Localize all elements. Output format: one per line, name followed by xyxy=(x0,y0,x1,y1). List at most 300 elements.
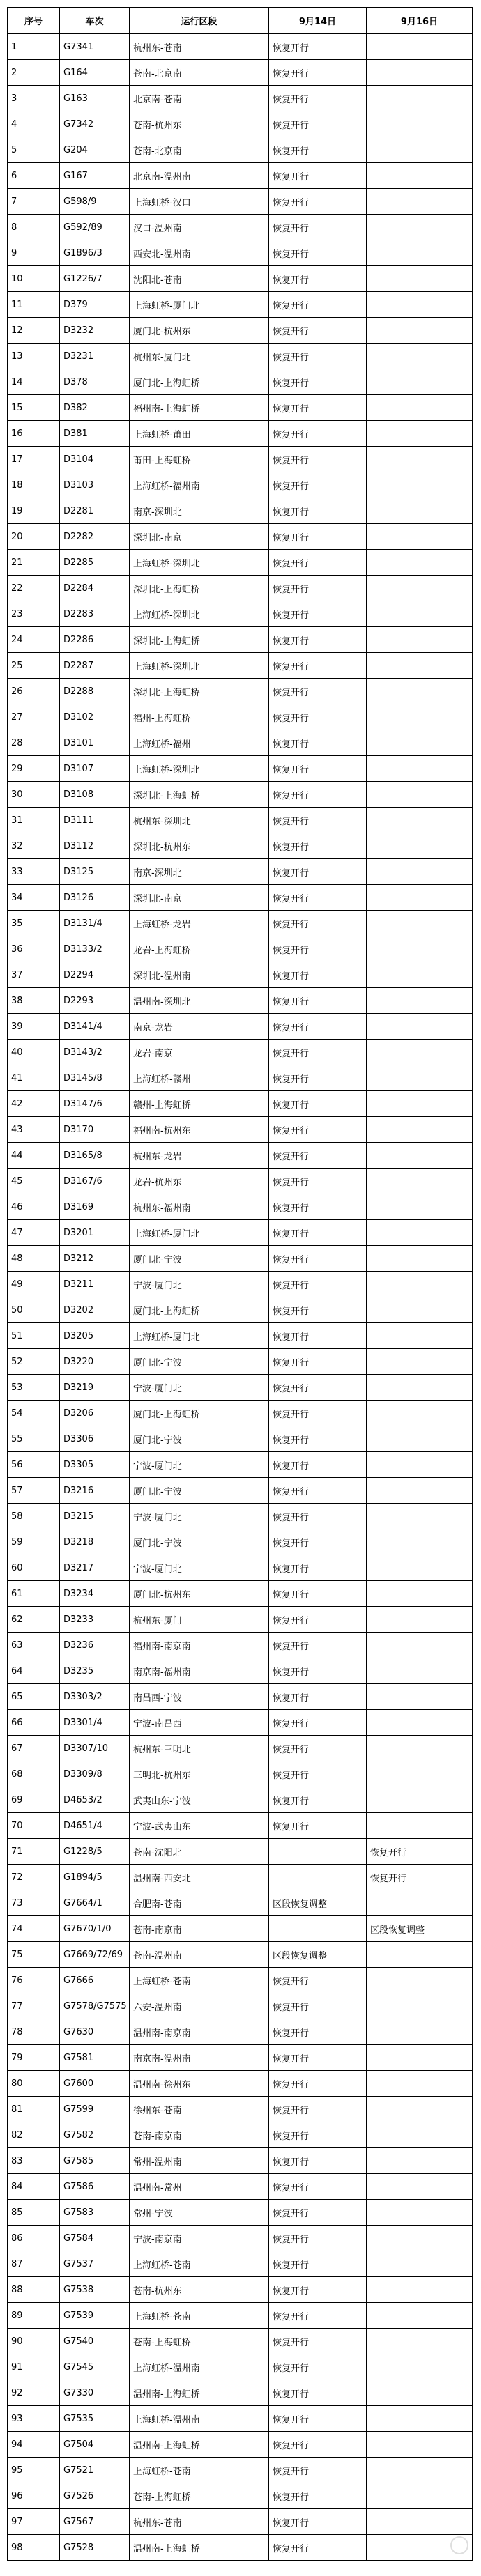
row-number-cell: 60 xyxy=(8,1555,60,1581)
row-number-cell: 50 xyxy=(8,1297,60,1323)
status-sep16-cell: 恢复开行 xyxy=(367,1865,473,1890)
row-number-cell: 75 xyxy=(8,1942,60,1968)
status-sep16-cell xyxy=(367,1736,473,1761)
status-sep16-cell xyxy=(367,1710,473,1736)
train-number-cell: D2283 xyxy=(60,601,130,627)
train-number-cell: D381 xyxy=(60,421,130,447)
route-section-cell: 宁波-厦门北 xyxy=(130,1504,269,1529)
train-number-cell: G7600 xyxy=(60,2071,130,2097)
status-sep14-cell: 恢复开行 xyxy=(269,472,367,498)
status-sep16-cell xyxy=(367,1633,473,1658)
table-row xyxy=(8,1349,473,1375)
route-section-cell: 宁波-厦门北 xyxy=(130,1452,269,1478)
status-sep14-cell: 恢复开行 xyxy=(269,859,367,885)
status-sep14-cell: 恢复开行 xyxy=(269,1143,367,1169)
row-number-cell: 71 xyxy=(8,1839,60,1865)
train-number-cell: D3165/8 xyxy=(60,1143,130,1169)
train-number-cell: D2281 xyxy=(60,498,130,524)
route-section-cell: 福州南-上海虹桥 xyxy=(130,395,269,421)
status-sep16-cell xyxy=(367,86,473,111)
route-section-cell: 南京-深圳北 xyxy=(130,859,269,885)
table-row xyxy=(8,1220,473,1246)
route-section-cell: 杭州东-苍南 xyxy=(130,34,269,60)
route-section-cell: 苍南-南京南 xyxy=(130,2122,269,2148)
status-sep16-cell xyxy=(367,1143,473,1169)
route-section-cell: 深圳北-上海虹桥 xyxy=(130,679,269,704)
status-sep14-cell: 恢复开行 xyxy=(269,86,367,111)
route-section-cell: 六安-温州南 xyxy=(130,1993,269,2019)
row-number-cell: 15 xyxy=(8,395,60,421)
status-sep14-cell: 恢复开行 xyxy=(269,2251,367,2277)
train-number-cell: D3101 xyxy=(60,730,130,756)
table-row xyxy=(8,2303,473,2329)
train-number-cell: G1896/3 xyxy=(60,240,130,266)
status-sep16-cell xyxy=(367,936,473,962)
row-number-cell: 44 xyxy=(8,1143,60,1169)
status-sep16-cell: 恢复开行 xyxy=(367,1839,473,1865)
train-number-cell: G7537 xyxy=(60,2251,130,2277)
row-number-cell: 10 xyxy=(8,266,60,292)
table-row xyxy=(8,2509,473,2535)
table-row xyxy=(8,2226,473,2251)
status-sep16-cell xyxy=(367,1555,473,1581)
table-row xyxy=(8,601,473,627)
row-number-cell: 24 xyxy=(8,627,60,653)
table-row xyxy=(8,1297,473,1323)
status-sep14-cell: 区段恢复调整 xyxy=(269,1890,367,1916)
row-number-cell: 35 xyxy=(8,911,60,936)
row-number-cell: 82 xyxy=(8,2122,60,2148)
table-row xyxy=(8,524,473,550)
header-row xyxy=(8,8,473,34)
row-number-cell: 79 xyxy=(8,2045,60,2071)
status-sep16-cell xyxy=(367,2045,473,2071)
row-number-cell: 91 xyxy=(8,2354,60,2380)
status-sep14-cell: 恢复开行 xyxy=(269,2226,367,2251)
status-sep14-cell: 恢复开行 xyxy=(269,1375,367,1401)
table-row xyxy=(8,1890,473,1916)
route-section-cell: 苍南-沈阳北 xyxy=(130,1839,269,1865)
status-sep16-cell xyxy=(367,1890,473,1916)
row-number-cell: 9 xyxy=(8,240,60,266)
train-number-cell: G7342 xyxy=(60,111,130,137)
status-sep16-cell xyxy=(367,1529,473,1555)
train-number-cell: D378 xyxy=(60,369,130,395)
table-row xyxy=(8,2432,473,2458)
watermark-icon xyxy=(450,2536,468,2554)
status-sep14-cell: 恢复开行 xyxy=(269,1323,367,1349)
row-number-cell: 85 xyxy=(8,2200,60,2226)
train-number-cell: G7581 xyxy=(60,2045,130,2071)
status-sep16-cell xyxy=(367,2303,473,2329)
status-sep16-cell xyxy=(367,1452,473,1478)
status-sep14-cell: 恢复开行 xyxy=(269,395,367,421)
table-row xyxy=(8,2277,473,2303)
status-sep14-cell: 恢复开行 xyxy=(269,163,367,189)
status-sep14-cell: 恢复开行 xyxy=(269,2458,367,2483)
status-sep16-cell xyxy=(367,421,473,447)
route-section-cell: 上海虹桥-汉口 xyxy=(130,189,269,215)
table-row xyxy=(8,344,473,369)
table-row xyxy=(8,1916,473,1942)
route-section-cell: 上海虹桥-莆田 xyxy=(130,421,269,447)
status-sep16-cell xyxy=(367,576,473,601)
route-section-cell: 深圳北-南京 xyxy=(130,524,269,550)
route-section-cell: 龙岩-南京 xyxy=(130,1040,269,1065)
route-section-cell: 温州南-上海虹桥 xyxy=(130,2535,269,2561)
route-section-cell: 上海虹桥-温州南 xyxy=(130,2406,269,2432)
train-number-cell: D3215 xyxy=(60,1504,130,1529)
status-sep16-cell xyxy=(367,2483,473,2509)
status-sep16-cell xyxy=(367,627,473,653)
train-number-cell: G164 xyxy=(60,60,130,86)
route-section-cell: 苍南-杭州东 xyxy=(130,111,269,137)
route-section-cell: 赣州-上海虹桥 xyxy=(130,1091,269,1117)
train-number-cell: D4653/2 xyxy=(60,1787,130,1813)
train-number-cell: D3236 xyxy=(60,1633,130,1658)
status-sep14-cell: 恢复开行 xyxy=(269,756,367,782)
row-number-cell: 55 xyxy=(8,1426,60,1452)
route-section-cell: 上海虹桥-温州南 xyxy=(130,2354,269,2380)
row-number-cell: 20 xyxy=(8,524,60,550)
status-sep14-cell: 恢复开行 xyxy=(269,2277,367,2303)
status-sep16-cell: 区段恢复调整 xyxy=(367,1916,473,1942)
table-row xyxy=(8,1504,473,1529)
route-section-cell: 西安北-温州南 xyxy=(130,240,269,266)
route-section-cell: 深圳北-温州南 xyxy=(130,962,269,988)
route-section-cell: 厦门北-杭州东 xyxy=(130,318,269,344)
row-number-cell: 77 xyxy=(8,1993,60,2019)
route-section-cell: 宁波-南京南 xyxy=(130,2226,269,2251)
table-row xyxy=(8,1169,473,1194)
table-row xyxy=(8,1452,473,1478)
train-number-cell: G7666 xyxy=(60,1968,130,1993)
table-row xyxy=(8,1581,473,1607)
status-sep14-cell: 恢复开行 xyxy=(269,2174,367,2200)
table-row xyxy=(8,1323,473,1349)
row-number-cell: 84 xyxy=(8,2174,60,2200)
table-row xyxy=(8,679,473,704)
table-row xyxy=(8,111,473,137)
route-section-cell: 温州南-深圳北 xyxy=(130,988,269,1014)
train-number-cell: D2282 xyxy=(60,524,130,550)
status-sep16-cell xyxy=(367,1065,473,1091)
table-row xyxy=(8,1787,473,1813)
train-number-cell: D3206 xyxy=(60,1401,130,1426)
row-number-cell: 31 xyxy=(8,808,60,833)
status-sep14-cell: 恢复开行 xyxy=(269,2019,367,2045)
train-number-cell: D2284 xyxy=(60,576,130,601)
train-number-cell: D3133/2 xyxy=(60,936,130,962)
table-row xyxy=(8,2122,473,2148)
status-sep14-cell: 恢复开行 xyxy=(269,962,367,988)
status-sep14-cell: 恢复开行 xyxy=(269,1607,367,1633)
train-number-cell: G7540 xyxy=(60,2329,130,2354)
train-number-cell: D2293 xyxy=(60,988,130,1014)
status-sep16-cell xyxy=(367,756,473,782)
status-sep16-cell xyxy=(367,447,473,472)
row-number-cell: 69 xyxy=(8,1787,60,1813)
status-sep16-cell xyxy=(367,550,473,576)
train-number-cell: G7578/G7575 xyxy=(60,1993,130,2019)
table-row xyxy=(8,1555,473,1581)
status-sep16-cell xyxy=(367,988,473,1014)
status-sep16-cell xyxy=(367,1684,473,1710)
table-row xyxy=(8,833,473,859)
route-section-cell: 武夷山东-宁波 xyxy=(130,1787,269,1813)
status-sep16-cell xyxy=(367,1014,473,1040)
row-number-cell: 5 xyxy=(8,137,60,163)
train-number-cell: D3307/10 xyxy=(60,1736,130,1761)
route-section-cell: 北京南-温州南 xyxy=(130,163,269,189)
row-number-cell: 6 xyxy=(8,163,60,189)
status-sep14-cell xyxy=(269,1839,367,1865)
status-sep14-cell: 恢复开行 xyxy=(269,137,367,163)
route-section-cell: 杭州东-厦门 xyxy=(130,1607,269,1633)
status-sep16-cell xyxy=(367,653,473,679)
column-header-sep16: 9月16日 xyxy=(367,8,473,34)
route-section-cell: 上海虹桥-苍南 xyxy=(130,2251,269,2277)
table-row xyxy=(8,704,473,730)
status-sep16-cell xyxy=(367,1117,473,1143)
route-section-cell: 厦门北-上海虹桥 xyxy=(130,1297,269,1323)
status-sep14-cell: 恢复开行 xyxy=(269,1478,367,1504)
row-number-cell: 64 xyxy=(8,1658,60,1684)
route-section-cell: 常州-宁波 xyxy=(130,2200,269,2226)
train-number-cell: D3231 xyxy=(60,344,130,369)
train-number-cell: G7504 xyxy=(60,2432,130,2458)
status-sep16-cell xyxy=(367,369,473,395)
train-number-cell: D3107 xyxy=(60,756,130,782)
route-section-cell: 杭州东-龙岩 xyxy=(130,1143,269,1169)
table-row xyxy=(8,1658,473,1684)
status-sep14-cell: 恢复开行 xyxy=(269,1529,367,1555)
train-number-cell: G7330 xyxy=(60,2380,130,2406)
status-sep16-cell xyxy=(367,1272,473,1297)
train-number-cell: D3111 xyxy=(60,808,130,833)
train-number-cell: G1226/7 xyxy=(60,266,130,292)
status-sep14-cell xyxy=(269,1916,367,1942)
route-section-cell: 苍南-南京南 xyxy=(130,1916,269,1942)
table-row xyxy=(8,292,473,318)
train-schedule-sheet xyxy=(7,7,472,2561)
route-section-cell: 厦门北-宁波 xyxy=(130,1349,269,1375)
train-number-cell: G7669/72/69 xyxy=(60,1942,130,1968)
row-number-cell: 12 xyxy=(8,318,60,344)
table-row xyxy=(8,653,473,679)
status-sep16-cell xyxy=(367,2174,473,2200)
status-sep14-cell: 恢复开行 xyxy=(269,601,367,627)
train-number-cell: G7526 xyxy=(60,2483,130,2509)
row-number-cell: 52 xyxy=(8,1349,60,1375)
status-sep14-cell: 恢复开行 xyxy=(269,911,367,936)
route-section-cell: 厦门北-宁波 xyxy=(130,1246,269,1272)
status-sep16-cell xyxy=(367,137,473,163)
status-sep16-cell xyxy=(367,2019,473,2045)
train-number-cell: D3112 xyxy=(60,833,130,859)
table-row xyxy=(8,2174,473,2200)
row-number-cell: 81 xyxy=(8,2097,60,2122)
train-number-cell: D3131/4 xyxy=(60,911,130,936)
row-number-cell: 47 xyxy=(8,1220,60,1246)
status-sep14-cell: 恢复开行 xyxy=(269,1581,367,1607)
status-sep14-cell: 恢复开行 xyxy=(269,1736,367,1761)
train-number-cell: G7599 xyxy=(60,2097,130,2122)
status-sep16-cell xyxy=(367,1787,473,1813)
status-sep14-cell: 恢复开行 xyxy=(269,1014,367,1040)
train-number-cell: G1894/5 xyxy=(60,1865,130,1890)
status-sep14-cell: 恢复开行 xyxy=(269,1065,367,1091)
route-section-cell: 沈阳北-苍南 xyxy=(130,266,269,292)
row-number-cell: 45 xyxy=(8,1169,60,1194)
route-section-cell: 上海虹桥-深圳北 xyxy=(130,601,269,627)
route-section-cell: 莆田-上海虹桥 xyxy=(130,447,269,472)
table-row xyxy=(8,2251,473,2277)
status-sep16-cell xyxy=(367,34,473,60)
row-number-cell: 92 xyxy=(8,2380,60,2406)
status-sep14-cell: 恢复开行 xyxy=(269,292,367,318)
row-number-cell: 30 xyxy=(8,782,60,808)
status-sep14-cell: 恢复开行 xyxy=(269,2148,367,2174)
status-sep16-cell xyxy=(367,2380,473,2406)
route-section-cell: 常州-温州南 xyxy=(130,2148,269,2174)
table-row xyxy=(8,86,473,111)
route-section-cell: 温州南-徐州东 xyxy=(130,2071,269,2097)
table-row xyxy=(8,60,473,86)
table-row xyxy=(8,550,473,576)
train-number-cell: G598/9 xyxy=(60,189,130,215)
table-row xyxy=(8,1710,473,1736)
row-number-cell: 86 xyxy=(8,2226,60,2251)
row-number-cell: 2 xyxy=(8,60,60,86)
table-row xyxy=(8,137,473,163)
train-number-cell: D2285 xyxy=(60,550,130,576)
row-number-cell: 78 xyxy=(8,2019,60,2045)
route-section-cell: 厦门北-宁波 xyxy=(130,1478,269,1504)
route-section-cell: 上海虹桥-苍南 xyxy=(130,2303,269,2329)
table-row xyxy=(8,1375,473,1401)
status-sep16-cell xyxy=(367,2097,473,2122)
table-row xyxy=(8,2200,473,2226)
row-number-cell: 19 xyxy=(8,498,60,524)
row-number-cell: 37 xyxy=(8,962,60,988)
train-number-cell: G7664/1 xyxy=(60,1890,130,1916)
table-row xyxy=(8,1065,473,1091)
table-row xyxy=(8,1761,473,1787)
train-number-cell: G7583 xyxy=(60,2200,130,2226)
status-sep16-cell xyxy=(367,2354,473,2380)
train-number-cell: D3104 xyxy=(60,447,130,472)
table-row xyxy=(8,808,473,833)
route-section-cell: 深圳北-南京 xyxy=(130,885,269,911)
row-number-cell: 29 xyxy=(8,756,60,782)
row-number-cell: 98 xyxy=(8,2535,60,2561)
train-number-cell: D3126 xyxy=(60,885,130,911)
status-sep14-cell: 区段恢复调整 xyxy=(269,1942,367,1968)
row-number-cell: 49 xyxy=(8,1272,60,1297)
row-number-cell: 4 xyxy=(8,111,60,137)
train-number-cell: D3145/8 xyxy=(60,1065,130,1091)
table-row xyxy=(8,2148,473,2174)
row-number-cell: 32 xyxy=(8,833,60,859)
route-section-cell: 福州南-杭州东 xyxy=(130,1117,269,1143)
row-number-cell: 93 xyxy=(8,2406,60,2432)
table-row xyxy=(8,2045,473,2071)
train-number-cell: G7584 xyxy=(60,2226,130,2251)
row-number-cell: 28 xyxy=(8,730,60,756)
status-sep14-cell: 恢复开行 xyxy=(269,498,367,524)
train-number-cell: G7567 xyxy=(60,2509,130,2535)
status-sep16-cell xyxy=(367,215,473,240)
status-sep14-cell: 恢复开行 xyxy=(269,189,367,215)
status-sep16-cell xyxy=(367,2329,473,2354)
table-row xyxy=(8,1993,473,2019)
status-sep16-cell xyxy=(367,1761,473,1787)
train-number-cell: D3303/2 xyxy=(60,1684,130,1710)
train-number-cell: D3147/6 xyxy=(60,1091,130,1117)
status-sep14-cell: 恢复开行 xyxy=(269,1813,367,1839)
status-sep14-cell: 恢复开行 xyxy=(269,936,367,962)
status-sep16-cell xyxy=(367,2432,473,2458)
route-section-cell: 厦门北-宁波 xyxy=(130,1529,269,1555)
table-row xyxy=(8,421,473,447)
status-sep16-cell xyxy=(367,2509,473,2535)
row-number-cell: 36 xyxy=(8,936,60,962)
status-sep14-cell: 恢复开行 xyxy=(269,318,367,344)
row-number-cell: 59 xyxy=(8,1529,60,1555)
route-section-cell: 上海虹桥-深圳北 xyxy=(130,550,269,576)
train-number-cell: D3235 xyxy=(60,1658,130,1684)
row-number-cell: 16 xyxy=(8,421,60,447)
route-section-cell: 苍南-温州南 xyxy=(130,1942,269,1968)
status-sep14-cell: 恢复开行 xyxy=(269,2535,367,2561)
row-number-cell: 83 xyxy=(8,2148,60,2174)
status-sep14-cell: 恢复开行 xyxy=(269,2200,367,2226)
route-section-cell: 杭州东-苍南 xyxy=(130,2509,269,2535)
row-number-cell: 58 xyxy=(8,1504,60,1529)
status-sep16-cell xyxy=(367,911,473,936)
status-sep14-cell: 恢复开行 xyxy=(269,111,367,137)
status-sep14-cell: 恢复开行 xyxy=(269,1633,367,1658)
table-row xyxy=(8,318,473,344)
route-section-cell: 上海虹桥-厦门北 xyxy=(130,292,269,318)
status-sep14-cell: 恢复开行 xyxy=(269,653,367,679)
table-row xyxy=(8,1968,473,1993)
train-number-cell: D382 xyxy=(60,395,130,421)
status-sep14-cell: 恢复开行 xyxy=(269,447,367,472)
route-section-cell: 宁波-厦门北 xyxy=(130,1272,269,1297)
status-sep16-cell xyxy=(367,60,473,86)
row-number-cell: 73 xyxy=(8,1890,60,1916)
row-number-cell: 40 xyxy=(8,1040,60,1065)
table-row xyxy=(8,472,473,498)
status-sep14-cell: 恢复开行 xyxy=(269,1504,367,1529)
table-body xyxy=(8,34,473,2561)
route-section-cell: 厦门北-杭州东 xyxy=(130,1581,269,1607)
row-number-cell: 61 xyxy=(8,1581,60,1607)
status-sep16-cell xyxy=(367,2251,473,2277)
status-sep14-cell: 恢复开行 xyxy=(269,34,367,60)
route-section-cell: 温州南-南京南 xyxy=(130,2019,269,2045)
status-sep16-cell xyxy=(367,2071,473,2097)
status-sep16-cell xyxy=(367,318,473,344)
table-row xyxy=(8,1865,473,1890)
status-sep16-cell xyxy=(367,859,473,885)
train-number-cell: D2286 xyxy=(60,627,130,653)
table-row xyxy=(8,885,473,911)
status-sep16-cell xyxy=(367,1968,473,1993)
status-sep16-cell xyxy=(367,524,473,550)
